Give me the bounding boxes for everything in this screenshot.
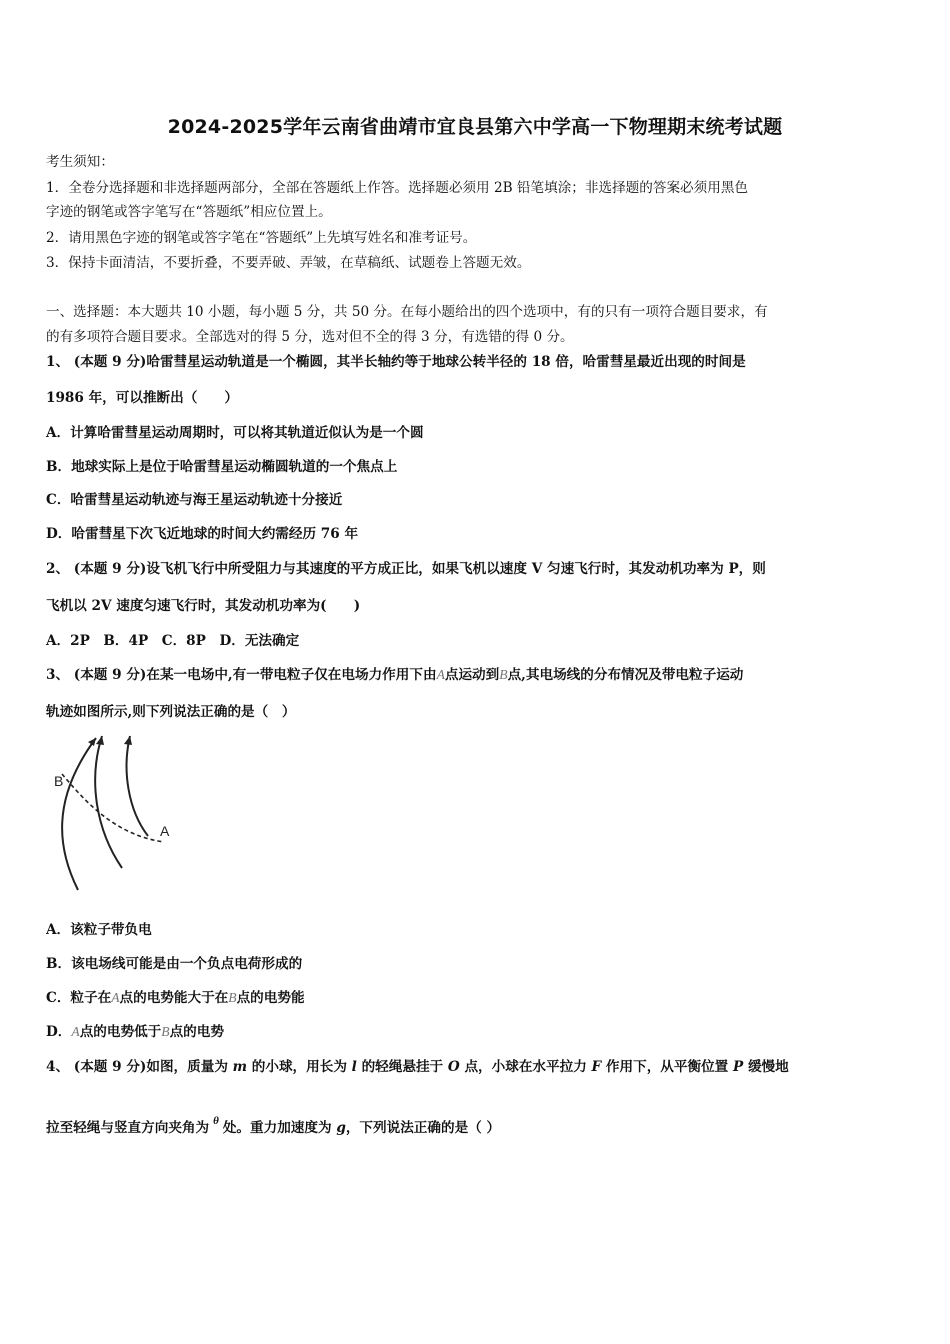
q3-option-a: A．该粒子带负电 — [46, 922, 152, 938]
q2-stem-cont: 飞机以 2V 速度匀速飞行时，其发动机功率为( ) — [46, 598, 361, 614]
notice-item-1: 1．全卷分选择题和非选择题两部分，全部在答题纸上作答。选择题必须用 2B 铅笔填涂；非选择题的答案必须用黑色 — [46, 180, 749, 196]
notice-item-3: 3．保持卡面清洁，不要折叠，不要弄破、弄皱，在草稿纸、试题卷上答题无效。 — [46, 255, 531, 271]
q3-option-c: C．粒子在A点的电势能大于在B点的电势能 — [46, 990, 305, 1006]
section-intro-cont: 的有多项符合题目要求。全部选对的得 5 分，选对但不全的得 3 分，有选错的得 0 分。 — [46, 329, 574, 345]
page-title: 2024-2025学年云南省曲靖市宜良县第六中学高一下物理期末统考试题 — [167, 116, 783, 138]
theta-symbol: θ — [213, 1115, 219, 1127]
q2-stem: 2、 (本题 9 分)设飞机飞行中所受阻力与其速度的平方成正比，如果飞机以速度 V 匀速飞行时，其发动机功率为 P，则 — [46, 561, 766, 577]
notice-heading: 考生须知： — [46, 154, 114, 170]
q1-option-a: A．计算哈雷彗星运动周期时，可以将其轨道近似认为是一个圆 — [46, 425, 424, 441]
field-line-2 — [95, 736, 122, 868]
q1-option-c: C．哈雷彗星运动轨迹与海王星运动轨迹十分接近 — [46, 492, 343, 508]
q3-symbol-a: A — [436, 667, 445, 682]
q3-symbol-b: B — [499, 667, 508, 682]
electric-field-figure — [44, 730, 184, 892]
q1-stem-cont: 1986 年，可以推断出（ ） — [46, 390, 239, 406]
q1-option-b: B．地球实际上是位于哈雷彗星运动椭圆轨道的一个焦点上 — [46, 459, 398, 475]
notice-item-2: 2．请用黑色字迹的钢笔或答字笔在“答题纸”上先填写姓名和准考证号。 — [46, 230, 477, 246]
q3-stem: 3、 (本题 9 分)在某一电场中,有一带电粒子仅在电场力作用下由A点运动到B点,其电场线的分布情况及带电粒子运动 — [46, 667, 744, 683]
q4-stem: 4、 (本题 9 分)如图，质量为 m 的小球，用长为 l 的轻绳悬挂于 O 点，小球在水平拉力 F 作用下，从平衡位置 P 缓慢地 — [46, 1059, 789, 1075]
q3-stem-cont: 轨迹如图所示,则下列说法正确的是（ ） — [46, 704, 296, 720]
q3-option-b: B．该电场线可能是由一个负点电荷形成的 — [46, 956, 303, 972]
particle-trajectory — [62, 774, 164, 842]
section-intro: 一、选择题：本大题共 10 小题，每小题 5 分，共 50 分。在每小题给出的四个选项中，有的只有一项符合题目要求，有 — [46, 304, 768, 320]
q1-stem: 1、 (本题 9 分)哈雷彗星运动轨道是一个椭圆，其半长轴约等于地球公转半径的 18 倍，哈雷彗星最近出现的时间是 — [46, 354, 746, 370]
q2-options: A．2P B．4P C．8P D．无法确定 — [46, 633, 300, 649]
arrow-head-2 — [96, 736, 104, 745]
q1-option-d: D．哈雷彗星下次飞近地球的时间大约需经历 76 年 — [46, 526, 359, 542]
figure-label-b: B — [54, 773, 64, 789]
notice-item-1-cont: 字迹的钢笔或答字笔写在“答题纸”相应位置上。 — [46, 204, 332, 220]
arrow-head-3 — [124, 736, 132, 745]
field-line-1 — [62, 738, 96, 890]
field-line-3 — [127, 736, 148, 836]
q4-stem-cont: 拉至轻绳与竖直方向夹角为 $^\theta$ 处。重力加速度为 g，下列说法正确的是（ ） — [46, 1115, 501, 1136]
figure-label-a: A — [160, 823, 170, 839]
q3-option-d: D．A点的电势低于B点的电势 — [46, 1024, 224, 1040]
